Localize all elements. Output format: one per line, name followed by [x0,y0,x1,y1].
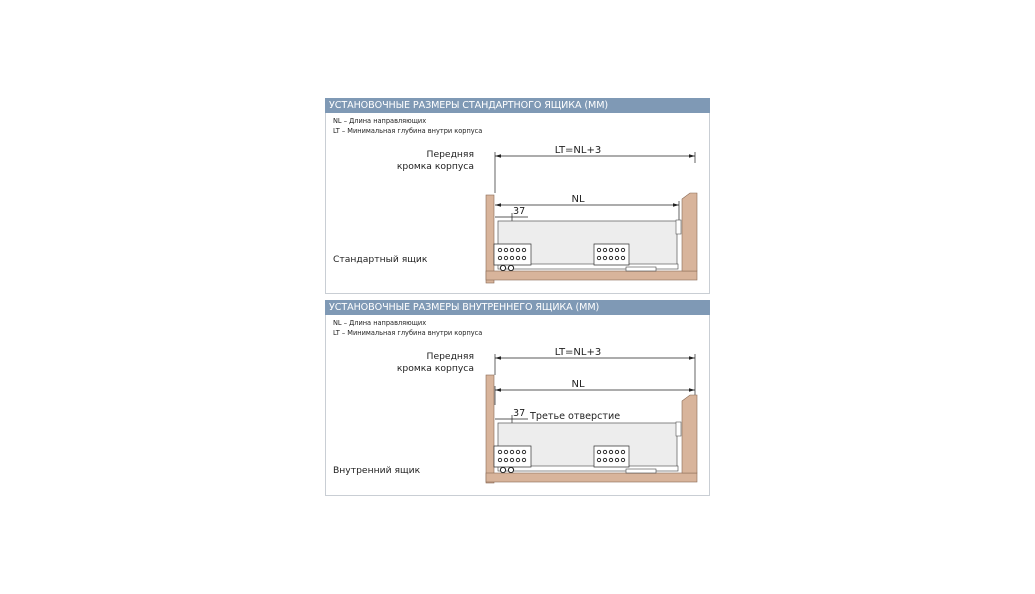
front-edge-label-line1: Передняя [426,351,474,362]
dim-37-label: 37 [513,408,526,419]
nl-dimension-label: NL [571,379,585,390]
lt-arrow-left [495,356,501,360]
nl-arrow-right [673,203,679,207]
lt-dimension-label: LT=NL+3 [554,145,602,156]
lt-arrow-right [689,356,695,360]
rear-bracket [594,244,629,265]
drawer-back-clip [676,220,681,234]
legend-lt: LT – Минимальная глубина внутри корпуса [333,328,483,337]
front-bracket [494,244,531,265]
lt-arrow-right [689,154,695,158]
nl-arrow-left [495,203,501,207]
drawer-caption: Стандартный ящик [333,254,428,265]
panel-body [325,315,710,496]
lt-dimension [495,354,695,397]
nl-dimension [495,386,695,405]
legend-nl: NL – Длина направляющих [333,319,427,327]
drawer-back-clip [676,422,681,436]
legend-nl: NL – Длина направляющих [333,117,427,125]
third-hole-label: Третье отверстие [530,411,621,422]
drawer-diagram [326,113,711,293]
lt-dimension [495,152,695,193]
legend-lt: LT – Минимальная глубина внутри корпуса [333,126,483,135]
lt-dimension-label: LT=NL+3 [554,347,602,358]
panel-title: УСТАНОВОЧНЫЕ РАЗМЕРЫ ВНУТРЕННЕГО ЯЩИКА (ММ) [325,300,710,315]
front-bracket [494,446,531,467]
panel-standard-drawer [325,98,710,294]
front-edge-label-line1: Передняя [426,149,474,160]
panel-body [325,113,710,294]
front-edge-label-line2: кромка корпуса [396,363,474,374]
panel-inner-drawer [325,300,710,496]
rear-bracket [594,446,629,467]
drawer-caption: Внутренний ящик [333,465,421,476]
nl-dimension-label: NL [571,194,585,205]
nl-arrow-left [495,388,501,392]
nl-arrow-right [689,388,695,392]
front-edge-label-line2: кромка корпуса [396,161,474,172]
lt-arrow-left [495,154,501,158]
dim-37-label: 37 [513,206,526,217]
panel-title: УСТАНОВОЧНЫЕ РАЗМЕРЫ СТАНДАРТНОГО ЯЩИКА (ММ) [325,98,710,113]
